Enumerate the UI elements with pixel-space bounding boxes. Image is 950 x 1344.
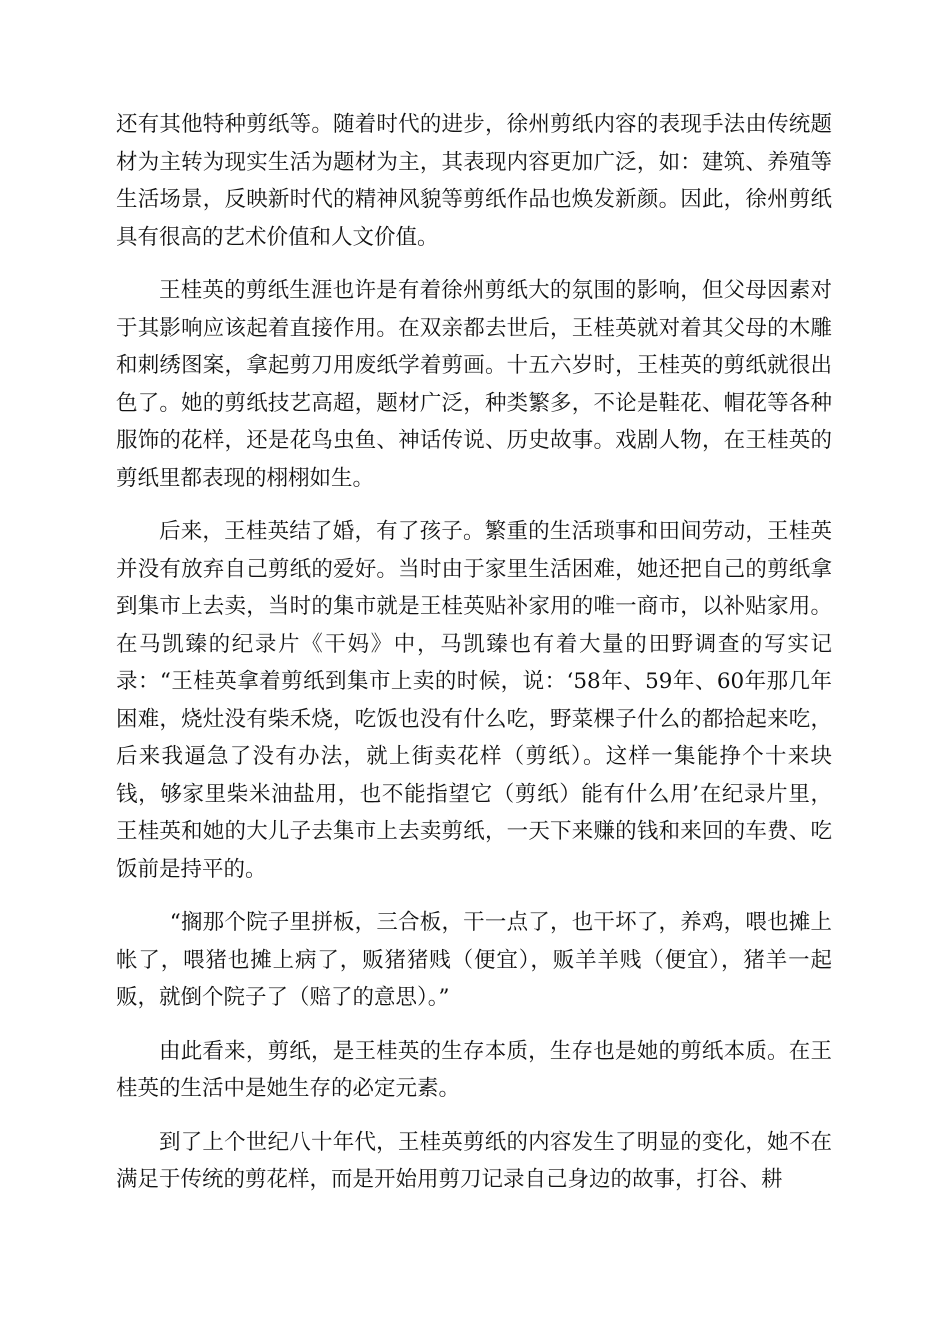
paragraph-quote: “搁那个院子里拼板，三合板，干一点了，也干坏了，养鸡，喂也摊上帐了，喂猪也摊上病了，贩猪猪贱（便宜），贩羊羊贱（便宜），猪羊一起贩，就倒个院子了（赔了的意思）。” [116, 910, 832, 1010]
paragraph-2: 王桂英的剪纸生涯也许是有着徐州剪纸大的氛围的影响，但父母因素对于其影响应该起着直接作用。在双亲都去世后，王桂英就对着其父母的木雕和刺绣图案，拿起剪刀用废纸学着剪画。十五六岁时，王桂英的剪纸就很出色了。她的剪纸技艺高超，题材广泛，种类繁多，不论是鞋花、帽花等各种服饰的花样，还是花鸟虫鱼、神话传说、历史故事。戏剧人物，在王桂英的剪纸里都表现的栩栩如生。 [116, 278, 832, 491]
paragraph-1: 还有其他特种剪纸等。随着时代的进步，徐州剪纸内容的表现手法由传统题材为主转为现实生活为题材为主，其表现内容更加广泛，如：建筑、养殖等生活场景，反映新时代的精神风貌等剪纸作品也焕发新颜。因此，徐州剪纸具有很高的艺术价值和人文价值。 [116, 112, 832, 250]
paragraph-5: 由此看来，剪纸，是王桂英的生存本质，生存也是她的剪纸本质。在王桂英的生活中是她生存的必定元素。 [116, 1038, 832, 1101]
document-body [116, 106, 832, 1215]
paragraph-3: 后来，王桂英结了婚，有了孩子。繁重的生活琐事和田间劳动，王桂英并没有放弃自己剪纸的爱好。当时由于家里生活困难，她还把自己的剪纸拿到集市上去卖，当时的集市就是王桂英贴补家用的唯一商市，以补贴家用。在马凯臻的纪录片《干妈》中，马凯臻也有着大量的田野调查的写实记录：“王桂英拿着剪纸到集市上卖的时候，说：‘58年、59年、60年那几年困难，烧灶没有柴禾烧，吃饭也没有什么吃，野菜棵子什么的都拾起来吃，后来我逼急了没有办法，就上街卖花样（剪纸）。这样一集能挣个十来块钱，够家里柴米油盐用，也不能指望它（剪纸）能有什么用’在纪录片里，王桂英和她的大儿子去集市上去卖剪纸，一天下来赚的钱和来回的车费、吃饭前是持平的。 [116, 519, 832, 882]
paragraph-6: 到了上个世纪八十年代，王桂英剪纸的内容发生了明显的变化，她不在满足于传统的剪花样，而是开始用剪刀记录自己身边的故事，打谷、耕 [116, 1129, 832, 1192]
